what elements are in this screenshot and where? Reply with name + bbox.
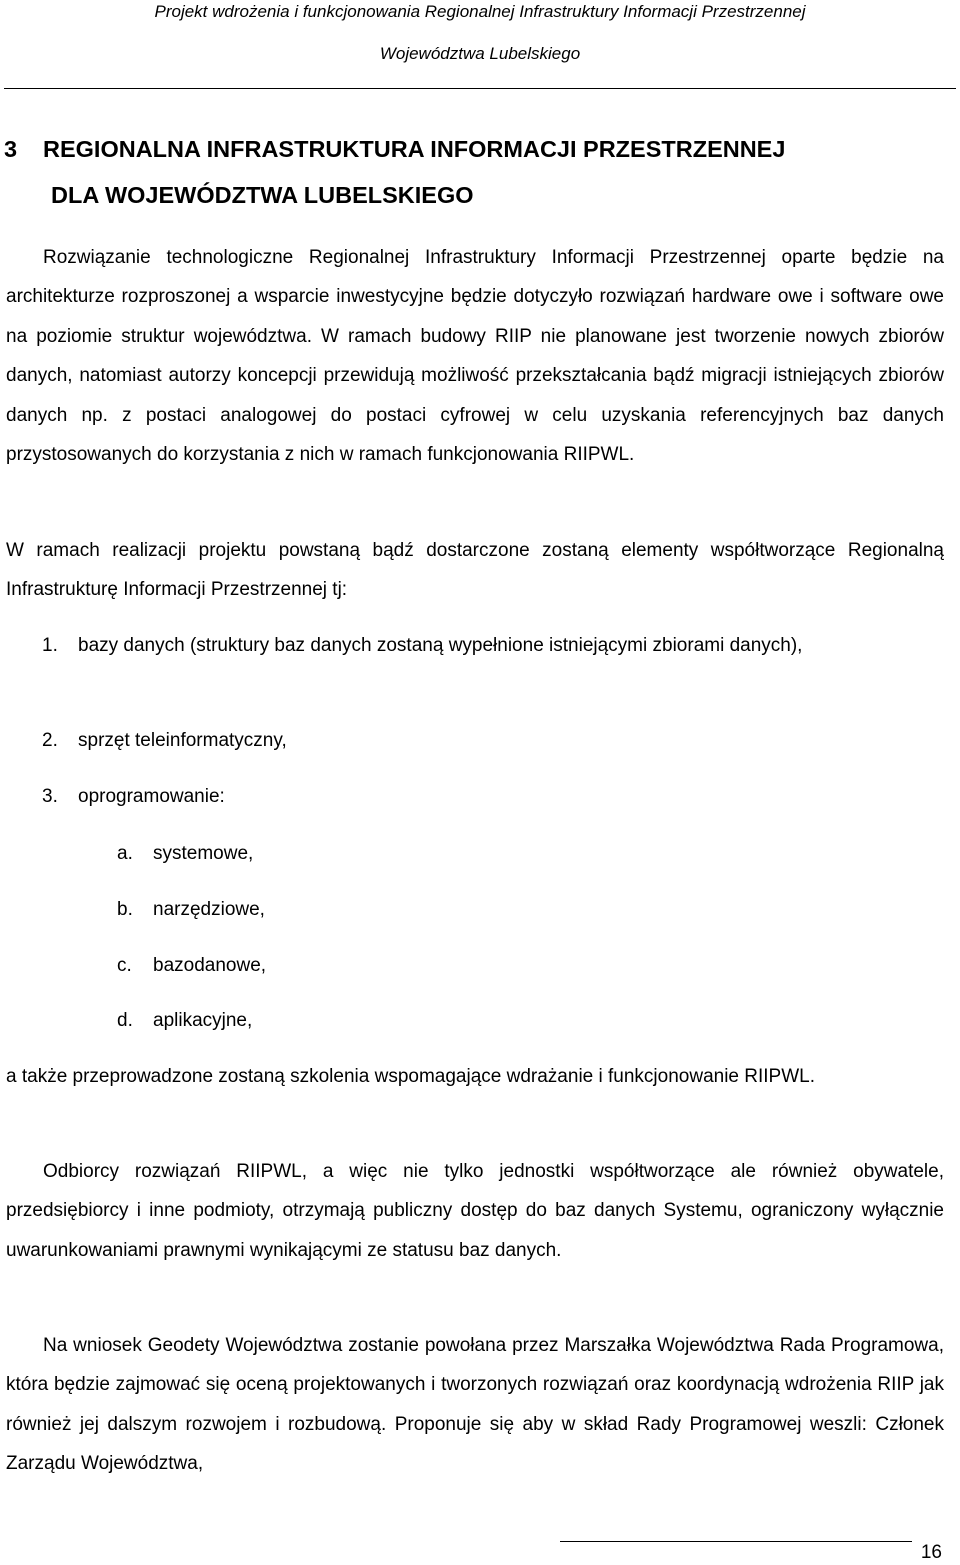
list-item-text: sprzęt teleinformatyczny, (78, 730, 287, 751)
list-item-number: 2. (42, 730, 58, 751)
sublist-item-text: aplikacyjne, (153, 1010, 253, 1031)
footer-divider (560, 1541, 912, 1542)
list-item-number: 3. (42, 786, 58, 807)
sublist-item-text: bazodanowe, (153, 955, 267, 976)
sublist-item-letter: c. (117, 955, 132, 976)
header-divider (4, 88, 956, 89)
list-item-text: oprogramowanie: (78, 786, 225, 807)
sublist-item-letter: a. (117, 843, 133, 864)
sublist-item-letter: b. (117, 899, 133, 920)
header-title-line2: Województwa Lubelskiego (379, 44, 581, 63)
paragraph-program-council: Na wniosek Geodety Województwa zostanie powołana przez Marszałka Województwa Rada Programowa, która będzie zajmować się oceną projektowanych i tworzonych rozwiązań oraz koordynacją wdrożenia RIIP jak również jej dalszym rozwojem i rozbudową. Proponuje się aby w skład Rady Programowej weszli: Członek Zarządu Województwa, (6, 1335, 944, 1475)
section-title-line2: DLA WOJEWÓDZTWA LUBELSKIEGO (51, 182, 474, 208)
sublist-item-text: narzędziowe, (153, 899, 265, 920)
header-title-line1: Projekt wdrożenia i funkcjonowania Regionalnej Infrastruktury Informacji Przestrzennej (154, 2, 806, 21)
list-item-number: 1. (42, 635, 58, 656)
paragraph-recipients: Odbiorcy rozwiązań RIIPWL, a więc nie tylko jednostki współtworzące ale również obywatele, przedsiębiorcy i inne podmioty, otrzymają publiczny dostęp do baz danych Systemu, ograniczony wyłącznie uwarunkowaniami prawnymi wynikającymi ze statusu baz danych. (6, 1161, 944, 1261)
sublist-item-text: systemowe, (153, 843, 254, 864)
page-number: 16 (920, 1542, 942, 1563)
paragraph-trainings: a także przeprowadzone zostaną szkolenia wspomagające wdrażanie i funkcjonowanie RIIPWL. (6, 1066, 815, 1087)
list-item-text: bazy danych (struktury baz danych zostaną wypełnione istniejącymi zbiorami danych), (78, 635, 803, 656)
section-title-line1: REGIONALNA INFRASTRUKTURA INFORMACJI PRZESTRZENNEJ (43, 136, 786, 162)
section-number: 3 (4, 136, 18, 162)
sublist-item-letter: d. (117, 1010, 133, 1031)
paragraph-architecture: Rozwiązanie technologiczne Regionalnej Infrastruktury Informacji Przestrzennej oparte będzie na architekturze rozproszonej a wsparcie inwestycyjne będzie dotyczyło rozwiązań hardware owe i software owe na poziomie struktur województwa. W ramach budowy RIIP nie planowane jest tworzenie nowych zbiorów danych, natomiast autorzy koncepcji przewidują możliwość przekształcania bądź migracji istniejących zbiorów danych np. z postaci analogowej do postaci cyfrowej w celu uzyskania referencyjnych baz danych przystosowanych do korzystania z nich w ramach funkcjonowania RIIPWL. (6, 247, 944, 466)
paragraph-elements-intro: W ramach realizacji projektu powstaną bądź dostarczone zostaną elementy współtworzące Regionalną Infrastrukturę Informacji Przestrzennej tj: (6, 540, 944, 601)
